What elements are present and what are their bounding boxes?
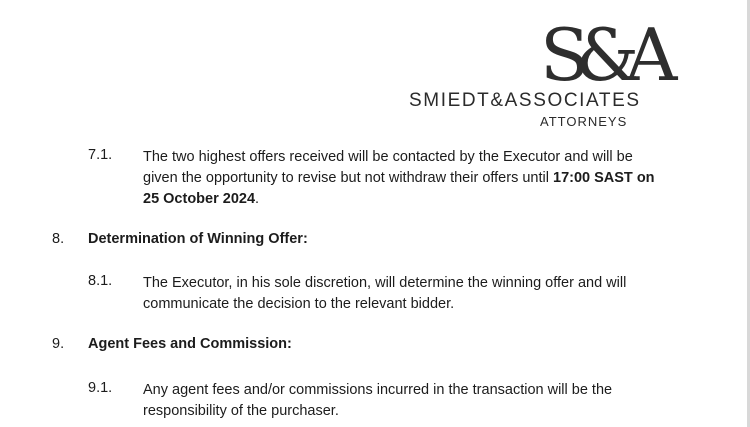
clause-8-1-text: The Executor, in his sole discretion, will determine the winning offer and will communicate the decision to the relevant bidder. [143, 275, 627, 312]
clause-7-1-body: The two highest offers received will be contacted by the Executor and will be given the opportunity to revise but not withdraw their offers until [143, 149, 633, 186]
section-number-9: 9. [52, 336, 65, 352]
firm-name: SMIEDT&ASSOCIATES [409, 90, 641, 111]
section-9-heading: Agent Fees and Commission: [88, 336, 292, 352]
clause-number-9-1: 9.1. [88, 380, 113, 396]
firm-subtitle: ATTORNEYS [540, 114, 628, 129]
section-8-heading: Determination of Winning Offer: [88, 231, 308, 247]
clause-7-1-deadline: 17:00 SAST on 25 October 2024 [143, 170, 655, 207]
firm-logo [540, 13, 664, 97]
svg-text:S&A: S&A [540, 13, 664, 97]
clause-9-1-text: Any agent fees and/or commissions incurred in the transaction will be the responsibility of the purchaser. [143, 382, 613, 419]
clause-7-1-tail: . [255, 191, 260, 207]
section-number-8: 8. [52, 231, 65, 247]
clause-7-1-text [143, 147, 668, 210]
clause-number-8-1: 8.1. [88, 273, 113, 289]
clause-number-7-1: 7.1. [88, 147, 113, 163]
